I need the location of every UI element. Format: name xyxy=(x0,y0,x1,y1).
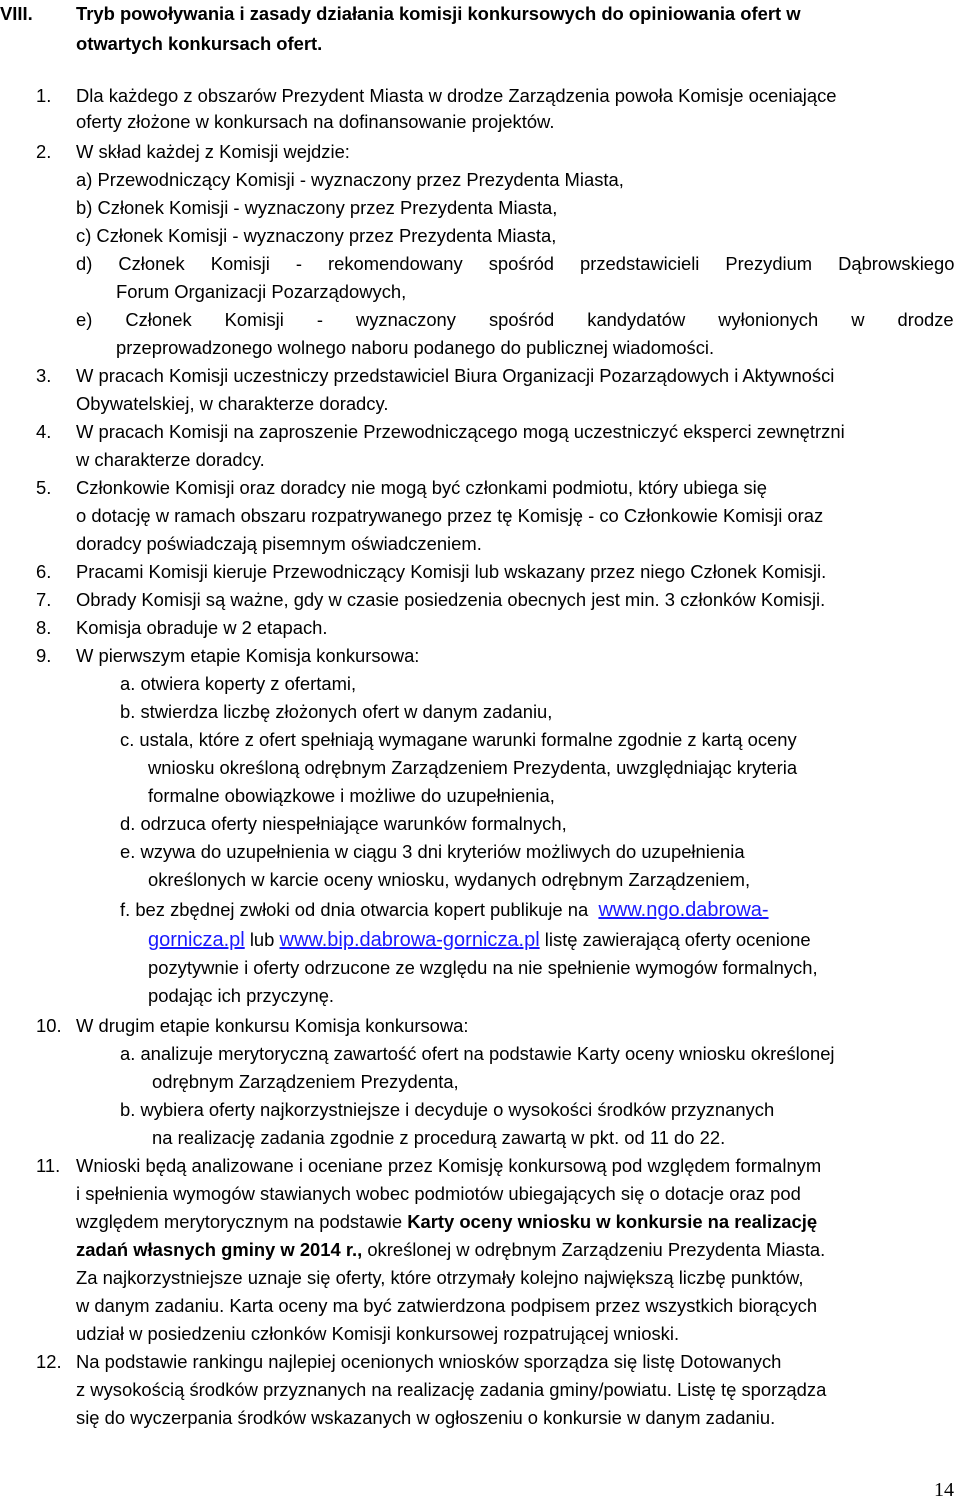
karta-oceny-title-cont: zadań własnych gminy w 2014 r., xyxy=(76,1239,363,1260)
item-number: 7. xyxy=(36,589,52,610)
item-number: 9. xyxy=(36,645,52,666)
item-text: udział w posiedzeniu członków Komisji konkursowej rozpatrującej wnioski. xyxy=(76,1323,680,1344)
item-number: 5. xyxy=(36,477,52,498)
item-text xyxy=(76,1210,817,1236)
item-text: Członkowie Komisji oraz doradcy nie mogą być członkami podmiotu, który ubiega się xyxy=(76,477,767,498)
item-text xyxy=(76,1238,825,1264)
item-number: 2. xyxy=(36,141,52,162)
item-text: W pierwszym etapie Komisja konkursowa: xyxy=(76,645,420,666)
item-number: 6. xyxy=(36,561,52,582)
item-text: Wnioski będą analizowane i oceniane przez Komisję konkursową pod względem formalnym xyxy=(76,1155,822,1176)
bip-website-link[interactable]: www.bip.dabrowa-gornicza.pl xyxy=(279,929,540,951)
sub-item: d. odrzuca oferty niespełniające warunków formalnych, xyxy=(120,813,567,834)
item-number: 3. xyxy=(36,365,52,386)
sub-item: b. wybiera oferty najkorzystniejsze i decyduje o wysokości środków przyznanych xyxy=(120,1099,775,1120)
sub-item-cont: określonych w karcie oceny wniosku, wydanych odrębnym Zarządzeniem, xyxy=(148,869,751,890)
sub-item: e) Członek Komisji - wyznaczony spośród kandydatów wyłonionych w drodze xyxy=(76,309,954,330)
sub-item-cont: formalne obowiązkowe i możliwe do uzupełnienia, xyxy=(148,785,555,806)
sub-item-cont: na realizację zadania zgodnie z procedurą zawartą w pkt. od 11 do 22. xyxy=(152,1127,726,1148)
sub-item: b) Członek Komisji - wyznaczony przez Prezydenta Miasta, xyxy=(76,197,558,218)
item-text: doradcy poświadczają pisemnym oświadczeniem. xyxy=(76,533,482,554)
item-text: Obywatelskiej, w charakterze doradcy. xyxy=(76,393,389,414)
item-text: W pracach Komisji na zaproszenie Przewodniczącego mogą uczestniczyć eksperci zewnętrzni xyxy=(76,421,845,442)
ngo-website-link[interactable]: www.ngo.dabrowa- xyxy=(598,899,769,921)
sub-item-cont xyxy=(148,928,811,954)
ngo-website-link-cont[interactable]: gornicza.pl xyxy=(148,929,245,951)
item-text: oferty złożone w konkursach na dofinansowanie projektów. xyxy=(76,111,555,132)
sub-item: d) Członek Komisji - rekomendowany spośród przedstawicieli Prezydium Dąbrowskiego xyxy=(76,253,955,274)
section-number: VIII. xyxy=(0,3,33,24)
sub-item-cont: pozytywnie i oferty odrzucone ze względu na nie spełnienie wymogów formalnych, xyxy=(148,957,818,978)
item-text: Obrady Komisji są ważne, gdy w czasie posiedzenia obecnych jest min. 3 członków Komisji. xyxy=(76,589,826,610)
sub-item-cont: wniosku określoną odrębnym Zarządzeniem Prezydenta, uwzględniając kryteria xyxy=(148,757,798,778)
sub-item-text: listę zawierającą oferty ocenione xyxy=(544,929,811,950)
item-text: z wysokością środków przyznanych na realizację zadania gminy/powiatu. Listę tę sporządza xyxy=(76,1379,827,1400)
item-text: W drugim etapie konkursu Komisja konkursowa: xyxy=(76,1015,469,1036)
item-number: 4. xyxy=(36,421,52,442)
item-text: Na podstawie rankingu najlepiej ocenionych wniosków sporządza się listę Dotowanych xyxy=(76,1351,782,1372)
sub-item-cont: przeprowadzonego wolnego naboru podanego do publicznej wiadomości. xyxy=(116,337,715,358)
sub-item: b. stwierdza liczbę złożonych ofert w danym zadaniu, xyxy=(120,701,553,722)
sub-item-cont: Forum Organizacji Pozarządowych, xyxy=(116,281,407,302)
sub-item: e. wzywa do uzupełnienia w ciągu 3 dni kryteriów możliwych do uzupełnienia xyxy=(120,841,745,862)
item-number: 12. xyxy=(36,1351,62,1372)
link-separator-text: lub xyxy=(249,929,275,950)
item-text: się do wyczerpania środków wskazanych w ogłoszeniu o konkursie w danym zadaniu. xyxy=(76,1407,776,1428)
item-number: 1. xyxy=(36,85,52,106)
item-number: 11. xyxy=(36,1155,61,1176)
item-number: 10. xyxy=(36,1015,62,1036)
page-number: 14 xyxy=(934,1479,954,1501)
sub-item-text: f. bez zbędnej zwłoki od dnia otwarcia kopert publikuje na xyxy=(120,899,589,920)
item-text: w danym zadaniu. Karta oceny ma być zatwierdzona podpisem przez wszystkich biorących xyxy=(76,1295,818,1316)
sub-item: a. analizuje merytoryczną zawartość ofert na podstawie Karty oceny wniosku określonej xyxy=(120,1043,835,1064)
karta-oceny-title: Karty oceny wniosku w konkursie na realizację xyxy=(407,1211,818,1232)
item-text: w charakterze doradcy. xyxy=(76,449,265,470)
item-text-part: określonej w odrębnym Zarządzeniu Prezydenta Miasta. xyxy=(367,1239,826,1260)
sub-item: a) Przewodniczący Komisji - wyznaczony przez Prezydenta Miasta, xyxy=(76,169,624,190)
item-text: Pracami Komisji kieruje Przewodniczący Komisji lub wskazany przez niego Członek Komisji. xyxy=(76,561,827,582)
section-title-line1: Tryb powoływania i zasady działania komisji konkursowych do opiniowania ofert w xyxy=(76,3,801,24)
sub-item-cont: podając ich przyczynę. xyxy=(148,985,335,1006)
item-text: Komisja obraduje w 2 etapach. xyxy=(76,617,328,638)
item-number: 8. xyxy=(36,617,52,638)
sub-item: c. ustala, które z ofert spełniają wymagane warunki formalne zgodnie z kartą oceny xyxy=(120,729,797,750)
item-text: Dla każdego z obszarów Prezydent Miasta w drodze Zarządzenia powoła Komisje oceniające xyxy=(76,85,837,106)
item-text: W skład każdej z Komisji wejdzie: xyxy=(76,141,350,162)
item-text: Za najkorzystniejsze uznaje się oferty, które otrzymały kolejno największą liczbę punktów, xyxy=(76,1267,804,1288)
item-text: o dotację w ramach obszaru rozpatrywanego przez tę Komisję - co Członkowie Komisji oraz xyxy=(76,505,824,526)
sub-item-cont: odrębnym Zarządzeniem Prezydenta, xyxy=(152,1071,459,1092)
item-text-part: względem merytorycznym na podstawie xyxy=(76,1211,403,1232)
item-text: i spełnienia wymogów stawianych wobec podmiotów ubiegających się o dotacje oraz pod xyxy=(76,1183,801,1204)
sub-item xyxy=(120,898,769,924)
sub-item: a. otwiera koperty z ofertami, xyxy=(120,673,357,694)
section-title-line2: otwartych konkursach ofert. xyxy=(76,33,323,54)
item-text: W pracach Komisji uczestniczy przedstawiciel Biura Organizacji Pozarządowych i Aktywności xyxy=(76,365,835,386)
sub-item: c) Członek Komisji - wyznaczony przez Prezydenta Miasta, xyxy=(76,225,557,246)
